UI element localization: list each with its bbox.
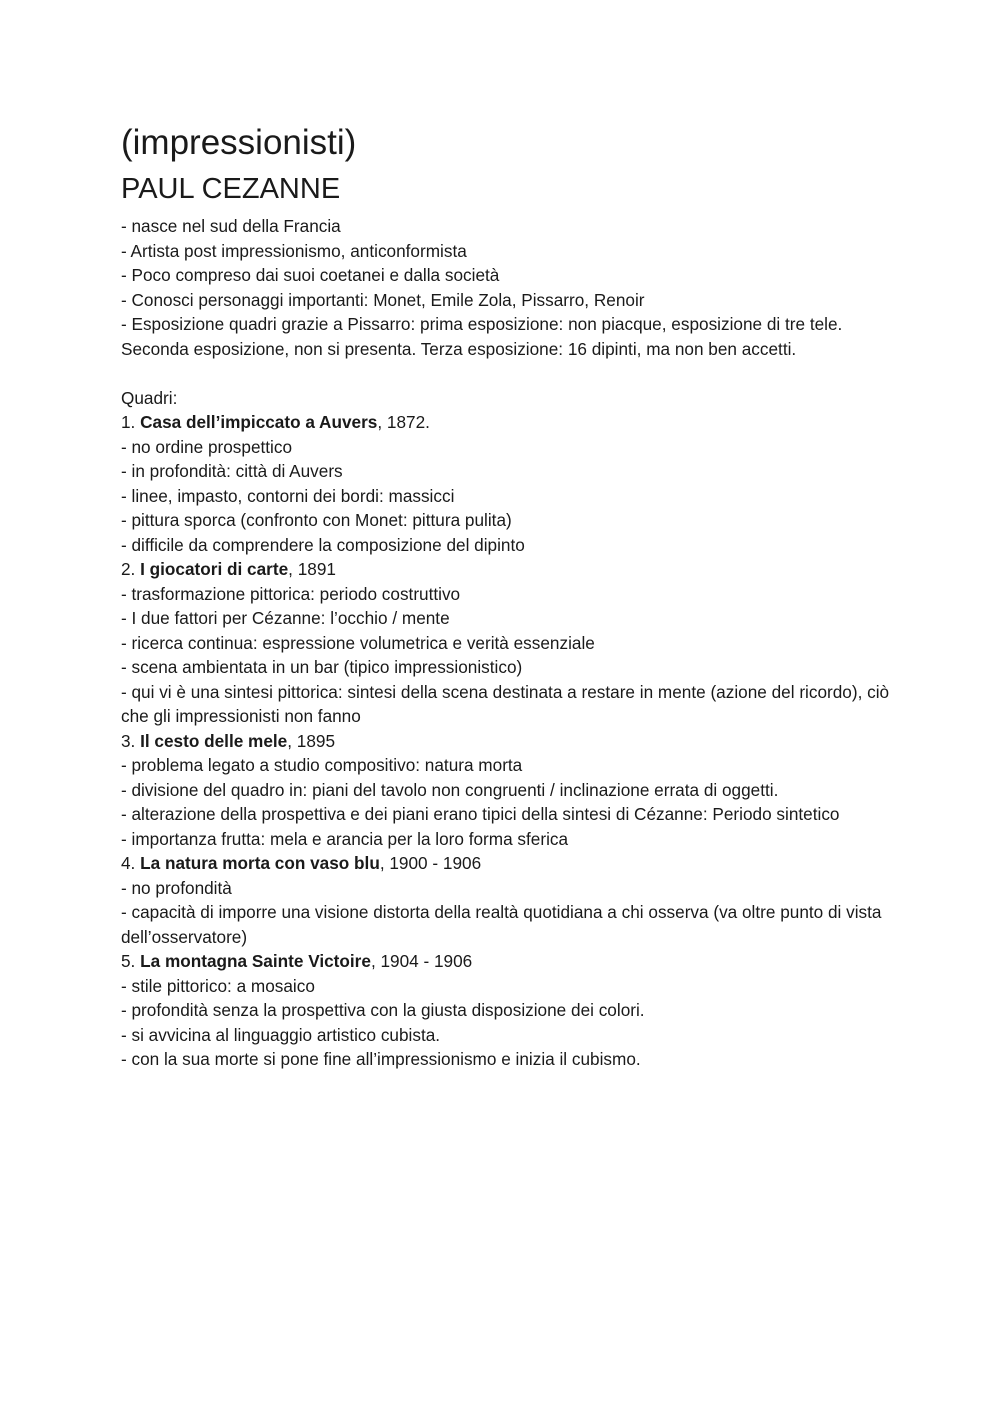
work-note: - pittura sporca (confronto con Monet: pittura pulita) [121, 510, 512, 530]
work-note: - qui vi è una sintesi pittorica: sintesi della scena destinata a restare in mente (azione del ricordo), ciò che gli impressionisti non fanno [121, 681, 894, 726]
work-section [121, 949, 901, 1072]
work-note: - trasformazione pittorica: periodo costruttivo [121, 583, 461, 604]
work-date: , 1872. [377, 412, 430, 432]
document-page [121, 118, 901, 1072]
page-title: (impressionisti) [121, 123, 357, 162]
work-note: - divisione del quadro in: piani del tavolo non congruenti / inclinazione errata di oggetti. [121, 779, 779, 800]
work-note: - no profondità [121, 877, 232, 898]
page-subtitle: PAUL CEZANNE [121, 173, 341, 205]
intro-item: - Poco compreso dai suoi coetanei e dalla società [121, 265, 500, 285]
work-number: 1. [121, 412, 141, 432]
work-number: 4. [121, 853, 141, 873]
work-note: - problema legato a studio compositivo: natura morta [121, 755, 523, 775]
work-date: , 1900 - 1906 [379, 853, 482, 873]
intro-item: - nasce nel sud della Francia [121, 216, 341, 236]
work-note: - con la sua morte si pone fine all’impressionismo e inizia il cubismo. [121, 1049, 641, 1069]
work-date: , 1895 [287, 730, 336, 751]
spacer [121, 361, 901, 386]
work-number: 5. [121, 951, 141, 971]
work-note: - profondità senza la prospettiva con la giusta disposizione dei colori. [121, 1000, 645, 1020]
work-note: - importanza frutta: mela e arancia per la loro forma sferica [121, 828, 569, 849]
intro-item: - Esposizione quadri grazie a Pissarro: prima esposizione: non piacque, esposizione di tre tele. Seconda esposizione, non si presenta. Terza esposizione: 16 dipinti, ma non ben accetti. [121, 314, 848, 359]
work-section [121, 410, 901, 557]
work-heading [121, 949, 901, 974]
work-number: 3. [121, 730, 141, 751]
work-note: - alterazione della prospettiva e dei piani erano tipici della sintesi di Cézanne: Periodo sintetico [121, 804, 840, 824]
work-section [121, 557, 901, 729]
work-section [121, 729, 901, 852]
work-note: - capacità di imporre una visione distorta della realtà quotidiana a chi osserva (va oltre punto di vista dell’osservatore) [121, 902, 887, 947]
work-note: - scena ambientata in un bar (tipico impressionistico) [121, 657, 523, 677]
work-heading [121, 851, 901, 876]
work-heading [121, 729, 901, 754]
work-name: I giocatori di carte [140, 559, 289, 579]
work-note: - in profondità: città di Auvers [121, 461, 343, 481]
work-section [121, 851, 901, 949]
work-note: - difficile da comprendere la composizione del dipinto [121, 534, 525, 555]
work-note: - ricerca continua: espressione volumetrica e verità essenziale [121, 632, 595, 653]
work-number: 2. [121, 559, 141, 579]
work-date: , 1891 [288, 559, 336, 579]
work-note: - no ordine prospettico [121, 436, 293, 457]
work-date: , 1904 - 1906 [370, 951, 473, 971]
work-name: Casa dell’impiccato a Auvers [140, 412, 378, 432]
intro-item: - Conosci personaggi importanti: Monet, Emile Zola, Pissarro, Renoir [121, 289, 645, 310]
intro-list [121, 214, 901, 361]
work-note: - si avvicina al linguaggio artistico cubista. [121, 1024, 441, 1045]
intro-item: - Artista post impressionismo, anticonformista [121, 240, 467, 261]
work-note: - stile pittorico: a mosaico [121, 975, 315, 996]
work-note: - I due fattori per Cézanne: l’occhio / mente [121, 608, 450, 628]
work-name: La natura morta con vaso blu [140, 853, 380, 873]
work-name: La montagna Sainte Victoire [140, 951, 371, 971]
work-name: Il cesto delle mele [140, 730, 288, 751]
work-heading [121, 557, 901, 582]
work-heading [121, 410, 901, 435]
quadri-label: Quadri: [121, 387, 178, 408]
work-note: - linee, impasto, contorni dei bordi: massicci [121, 485, 455, 506]
